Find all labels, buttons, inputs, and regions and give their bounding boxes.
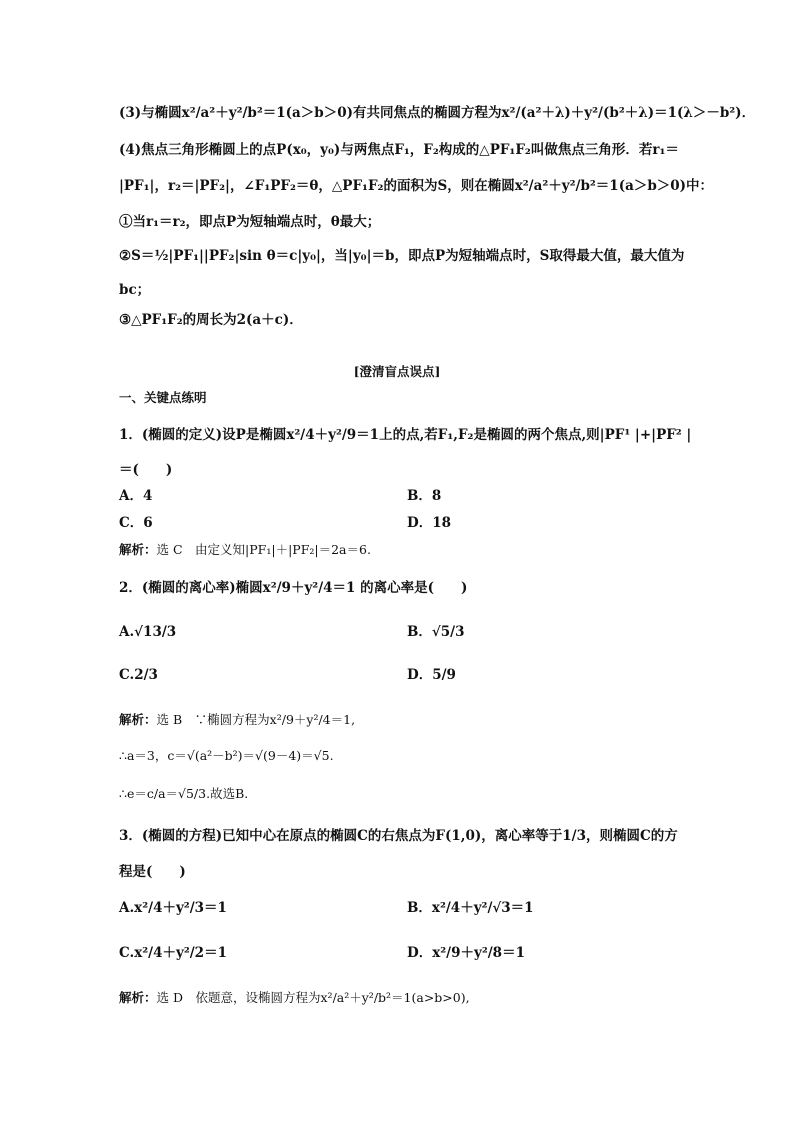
line-ellipse-confocal: (3)与椭圆x²/a²＋y²/b²＝1(a＞b＞0)有共同焦点的椭圆方程为x²/(a²＋λ)＋y²/(b²＋λ)＝1(λ＞－b²)． — [119, 105, 756, 121]
line-focal-triangle: (4)焦点三角形椭圆上的点P(x₀，y₀)与两焦点F₁，F₂构成的△PF₁F₂叫做焦点三角形．若r₁＝ — [119, 142, 679, 158]
q1-stem-cont: ＝( ) — [119, 462, 173, 478]
q1-option-a: A．4 — [119, 488, 153, 504]
q2-option-c: C.2/3 — [119, 667, 158, 683]
q1-option-d: D．18 — [407, 515, 451, 531]
section-title: [澄清盲点误点] — [353, 364, 441, 379]
q1-solution — [119, 540, 371, 560]
q3-option-d: D．x²/9＋y²/8＝1 — [407, 945, 525, 961]
q3-solution — [119, 988, 470, 1008]
q3-option-a: A.x²/4＋y²/3＝1 — [119, 900, 227, 916]
q1-solution-text: 选 C 由定义知|PF₁|＋|PF₂|＝2a＝6. — [156, 542, 371, 557]
q3-stem: 3．(椭圆的方程)已知中心在原点的椭圆C的右焦点为F(1,0)，离心率等于1/3，则椭圆C的方 — [119, 828, 678, 844]
q1-stem: 1．(椭圆的定义)设P是椭圆x²/4＋y²/9＝1上的点,若F₁,F₂是椭圆的两个焦点,则|PF¹ |+|PF² | — [119, 427, 692, 443]
q2-solution-3: ∴e＝c/a＝√5/3.故选B. — [119, 786, 249, 801]
q3-stem-cont: 程是( ) — [119, 864, 186, 880]
q2-solution-1 — [119, 710, 355, 730]
line-item-3: ③△PF₁F₂的周长为2(a＋c)． — [119, 312, 303, 328]
line-item-2-cont: bc； — [119, 282, 151, 298]
line-item-2: ②S＝½|PF₁||PF₂|sin θ＝c|y₀|，当|y₀|＝b，即点P为短轴端点时，S取得最大值，最大值为 — [119, 248, 685, 264]
q2-option-d: D．5/9 — [407, 667, 456, 683]
q2-option-a: A.√13/3 — [119, 624, 177, 640]
q3-option-c: C.x²/4＋y²/2＝1 — [119, 945, 227, 961]
section-subtitle: 一、关键点练明 — [119, 390, 207, 405]
q3-solution-text: 选 D 依题意，设椭圆方程为x²/a²＋y²/b²＝1(a>b>0), — [156, 990, 470, 1005]
q1-option-b: B．8 — [407, 488, 442, 504]
q2-stem: 2．(椭圆的离心率)椭圆x²/9＋y²/4＝1 的离心率是( ) — [119, 580, 468, 596]
q3-option-b: B．x²/4＋y²/√3＝1 — [407, 900, 534, 916]
q2-solution-2: ∴a＝3，c＝√(a²－b²)＝√(9－4)＝√5. — [119, 748, 334, 763]
q2-solution-text-1: 选 B ∵椭圆方程为x²/9＋y²/4＝1, — [156, 712, 356, 727]
q2-option-b: B．√5/3 — [407, 624, 465, 640]
q1-option-c: C．6 — [119, 515, 153, 531]
line-focal-triangle-cont: |PF₁|，r₂＝|PF₂|，∠F₁PF₂＝θ，△PF₁F₂的面积为S，则在椭圆x²/a²＋y²/b²＝1(a＞b＞0)中： — [119, 178, 714, 194]
line-item-1: ①当r₁＝r₂，即点P为短轴端点时，θ最大； — [119, 214, 381, 230]
solution-tag: 解析： — [119, 542, 157, 557]
solution-tag: 解析： — [119, 990, 157, 1005]
solution-tag: 解析： — [119, 712, 157, 727]
